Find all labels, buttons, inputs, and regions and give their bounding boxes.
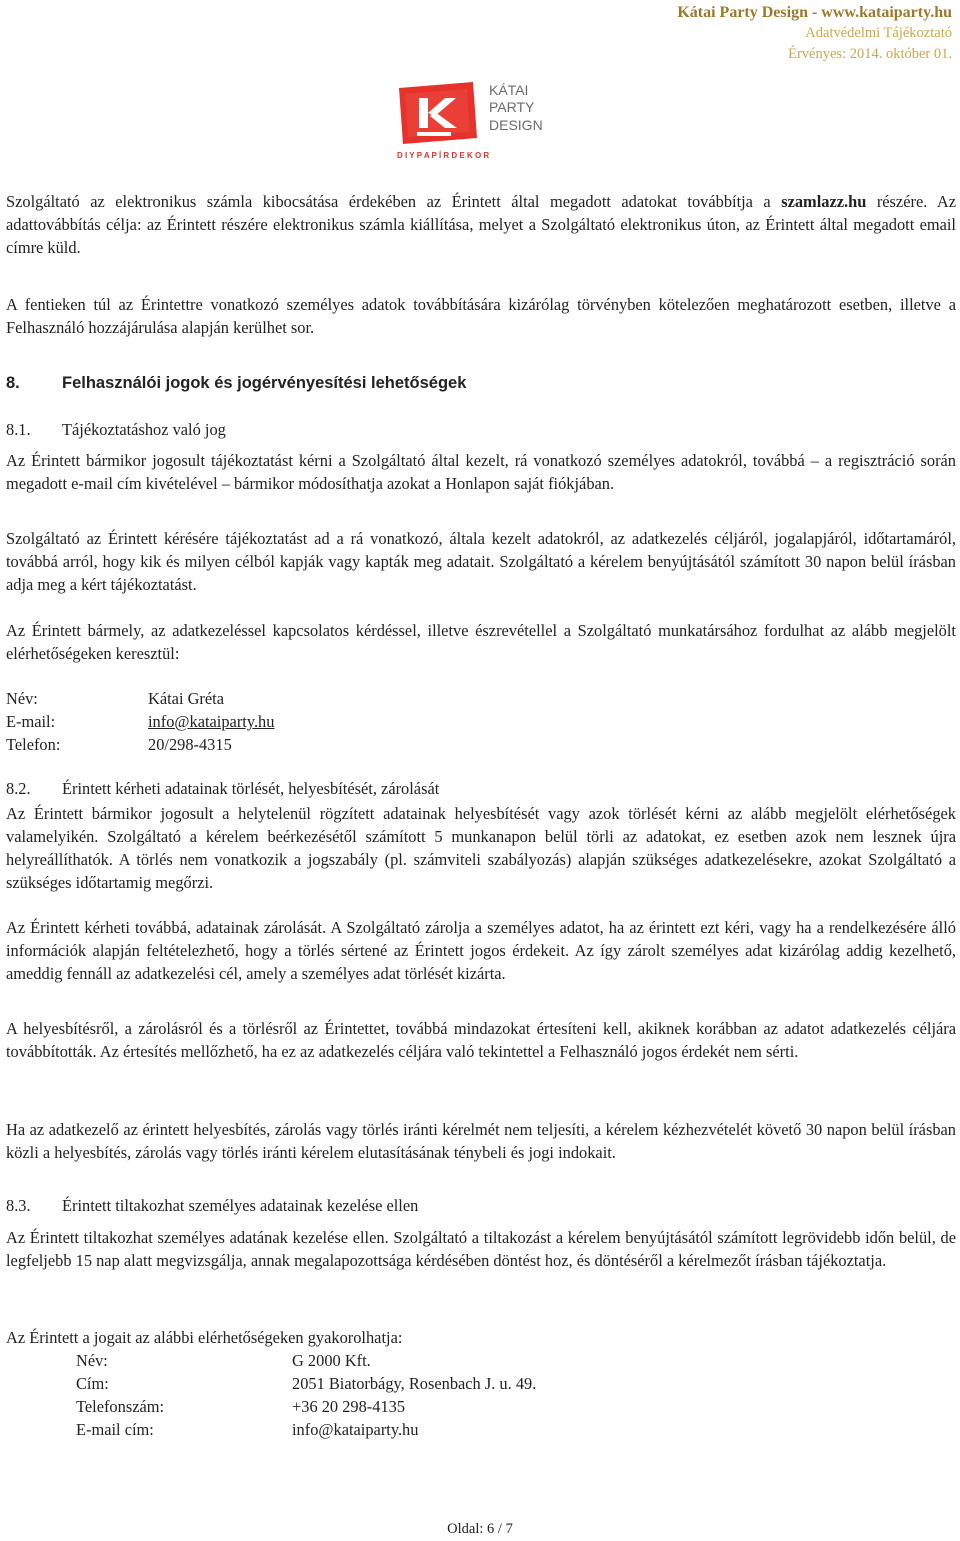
logo-text-line3: DESIGN: [489, 117, 543, 133]
subsection-number: 8.2.: [6, 779, 31, 798]
contact-name-value: G 2000 Kft.: [292, 1351, 371, 1370]
header-subtitle: Adatvédelmi Tájékoztató: [805, 25, 952, 41]
logo-graphic: [385, 80, 575, 160]
paragraph-blocking: Az Érintett kérheti továbbá, adatainak zárolását. A Szolgáltató zárolja a személyes adatot, ha az érintett ezt kéri, vagy ha a rendelkezésére álló információk alapján feltételezhető, hogy a törlés sértené az Érintett jogos érdekeit. Az így zárolt személyes adat kizárólag addig kezelhető, ameddig fennáll az adatkezelési cél, amely a személyes adat törlését kizárta.: [6, 918, 956, 983]
paragraph-contact-intro: Az Érintett bármely, az adatkezeléssel kapcsolatos kérdéssel, illetve észrevétellel a Szolgáltató munkatársához fordulhat az alább megjelölt elérhetőségeken keresztül:: [6, 621, 956, 663]
subsection-8-3-heading: [6, 1196, 418, 1216]
contact-phone-value: +36 20 298-4135: [292, 1397, 406, 1416]
bold-company-name: szamlazz.hu: [781, 192, 867, 211]
contact-phone-label: Telefon:: [6, 735, 61, 754]
contact-email-link[interactable]: info@kataiparty.hu: [148, 712, 275, 731]
logo-tagline: D I Y P A P Í R D E K O R: [397, 151, 490, 160]
contact-address-label: Cím:: [76, 1374, 109, 1393]
contact-block-1: [6, 687, 406, 757]
logo-text-line1: KÁTAI: [489, 82, 529, 98]
contact-name-label: Név:: [6, 689, 38, 708]
paragraph-text: Szolgáltató az elektronikus számla kibocsátása érdekében az Érintett által megadott adatokat továbbítja a: [6, 192, 782, 211]
contact-address-value: 2051 Biatorbágy, Rosenbach J. u. 49.: [292, 1374, 537, 1393]
contact-email-label: E-mail:: [6, 712, 56, 731]
page-number: Oldal: 6 / 7: [447, 1521, 513, 1537]
subsection-title: Tájékoztatáshoz való jog: [62, 420, 226, 439]
paragraph-info-right: Az Érintett bármikor jogosult tájékoztatást kérni a Szolgáltató által kezelt, rá vonatkozó személyes adatokról, továbbá – a regisztráció során megadott e-mail cím kivételével – bármikor módosíthatja azokat a Honlapon saját fiókjában.: [6, 451, 956, 493]
contact-name-value: Kátai Gréta: [148, 689, 224, 708]
subsection-title: Érintett kérheti adatainak törlését, helyesbítését, zárolását: [62, 779, 440, 798]
paragraph-correction: Az Érintett bármikor jogosult a helytelenül rögzített adatainak helyesbítését vagy azok törlését kérni az alább megjelölt elérhetőségek valamelyikén. Szolgáltató a kérelem beérkezésétől számított 5 munkanapon belül törli az adatokat, ez esetben azok nem lesznek újra helyreállíthatók. A törlés nem vonatkozik a jogszabály (pl. számviteli szabályozás) alapján szükséges adatkezelésekre, azokat Szolgáltató a szükséges időtartamig megőrzi.: [6, 804, 956, 892]
header-valid-date: Érvényes: 2014. október 01.: [788, 46, 952, 62]
section-title: Felhasználói jogok és jogérvényesítési lehetőségek: [62, 374, 467, 392]
contact-block-2: [76, 1349, 676, 1441]
paragraph-info-request: Szolgáltató az Érintett kérésére tájékoztatást ad a rá vonatkozó, általa kezelt adatokról, az adatkezelés céljáról, jogalapjáról, időtartamáról, továbbá arról, hogy kik és milyen célból kapják vagy kapták meg adatait. Szolgáltató a kérelem benyújtásától számított 30 napon belül írásban adja meg a kért tájékoztatást.: [6, 529, 956, 594]
subsection-8-1-heading: [6, 420, 226, 440]
paragraph-rejection: Ha az adatkezelő az érintett helyesbítés, zárolás vagy törlés iránti kérelmét nem teljesíti, a kérelem kézhezvételét követő 30 napon belül írásban közli a helyesbítés, zárolás vagy törlés iránti kérelem elutasításának ténybeli és jogi indokait.: [6, 1120, 956, 1162]
header-title: Kátai Party Design - www.kataiparty.hu: [677, 4, 952, 21]
contact-name-label: Név:: [76, 1351, 108, 1370]
logo-text-line2: PARTY: [489, 99, 535, 115]
paragraph-rights-contact-intro: Az Érintett a jogait az alábbi elérhetőségeken gyakorolhatja:: [6, 1328, 403, 1347]
contact-phone-label: Telefonszám:: [76, 1397, 165, 1416]
paragraph-notification: A helyesbítésről, a zárolásról és a törlésről az Érintettet, továbbá mindazokat értesíteni kell, akiknek korábban az adatot adatkezelés céljára továbbították. Az értesítés mellőzhető, ha ez az adatkezelés céljára való tekintettel a Felhasználó jogos érdekét nem sérti.: [6, 1019, 956, 1061]
subsection-title: Érintett tiltakozhat személyes adatainak kezelése ellen: [62, 1196, 419, 1215]
contact-phone-value: 20/298-4315: [148, 735, 232, 754]
subsection-8-2-heading: [6, 779, 439, 799]
subsection-number: 8.3.: [6, 1196, 31, 1215]
paragraph-objection: Az Érintett tiltakozhat személyes adatának kezelése ellen. Szolgáltató a tiltakozást a kérelem benyújtásától számított legrövidebb időn belül, de legfeljebb 15 nap alatt megvizsgálja, annak megalapozottsága kérdésében döntést hoz, és döntéséről a kérelmezőt írásban tájékoztatja.: [6, 1228, 956, 1270]
contact-email-value: info@kataiparty.hu: [292, 1420, 419, 1439]
logo-mark: [399, 82, 477, 144]
paragraph-szamlazz: [6, 190, 956, 259]
section-8-heading: [6, 374, 466, 393]
contact-email-label: E-mail cím:: [76, 1420, 154, 1439]
company-logo: [385, 80, 575, 160]
paragraph-data-transfer: A fentieken túl az Érintettre vonatkozó személyes adatok továbbítására kizárólag törvényben kötelezően meghatározott esetben, illetve a Felhasználó hozzájárulása alapján kerülhet sor.: [6, 295, 956, 337]
page-header: [677, 2, 952, 65]
section-number: 8.: [6, 374, 20, 392]
paragraph-text: részére. Az adattovábbítás célja: az Érintett részére elektronikus számla kiállítása, melyet a Szolgáltató elektronikus úton, az Érintett által megadott email címre küld.: [6, 192, 957, 257]
subsection-number: 8.1.: [6, 420, 31, 439]
